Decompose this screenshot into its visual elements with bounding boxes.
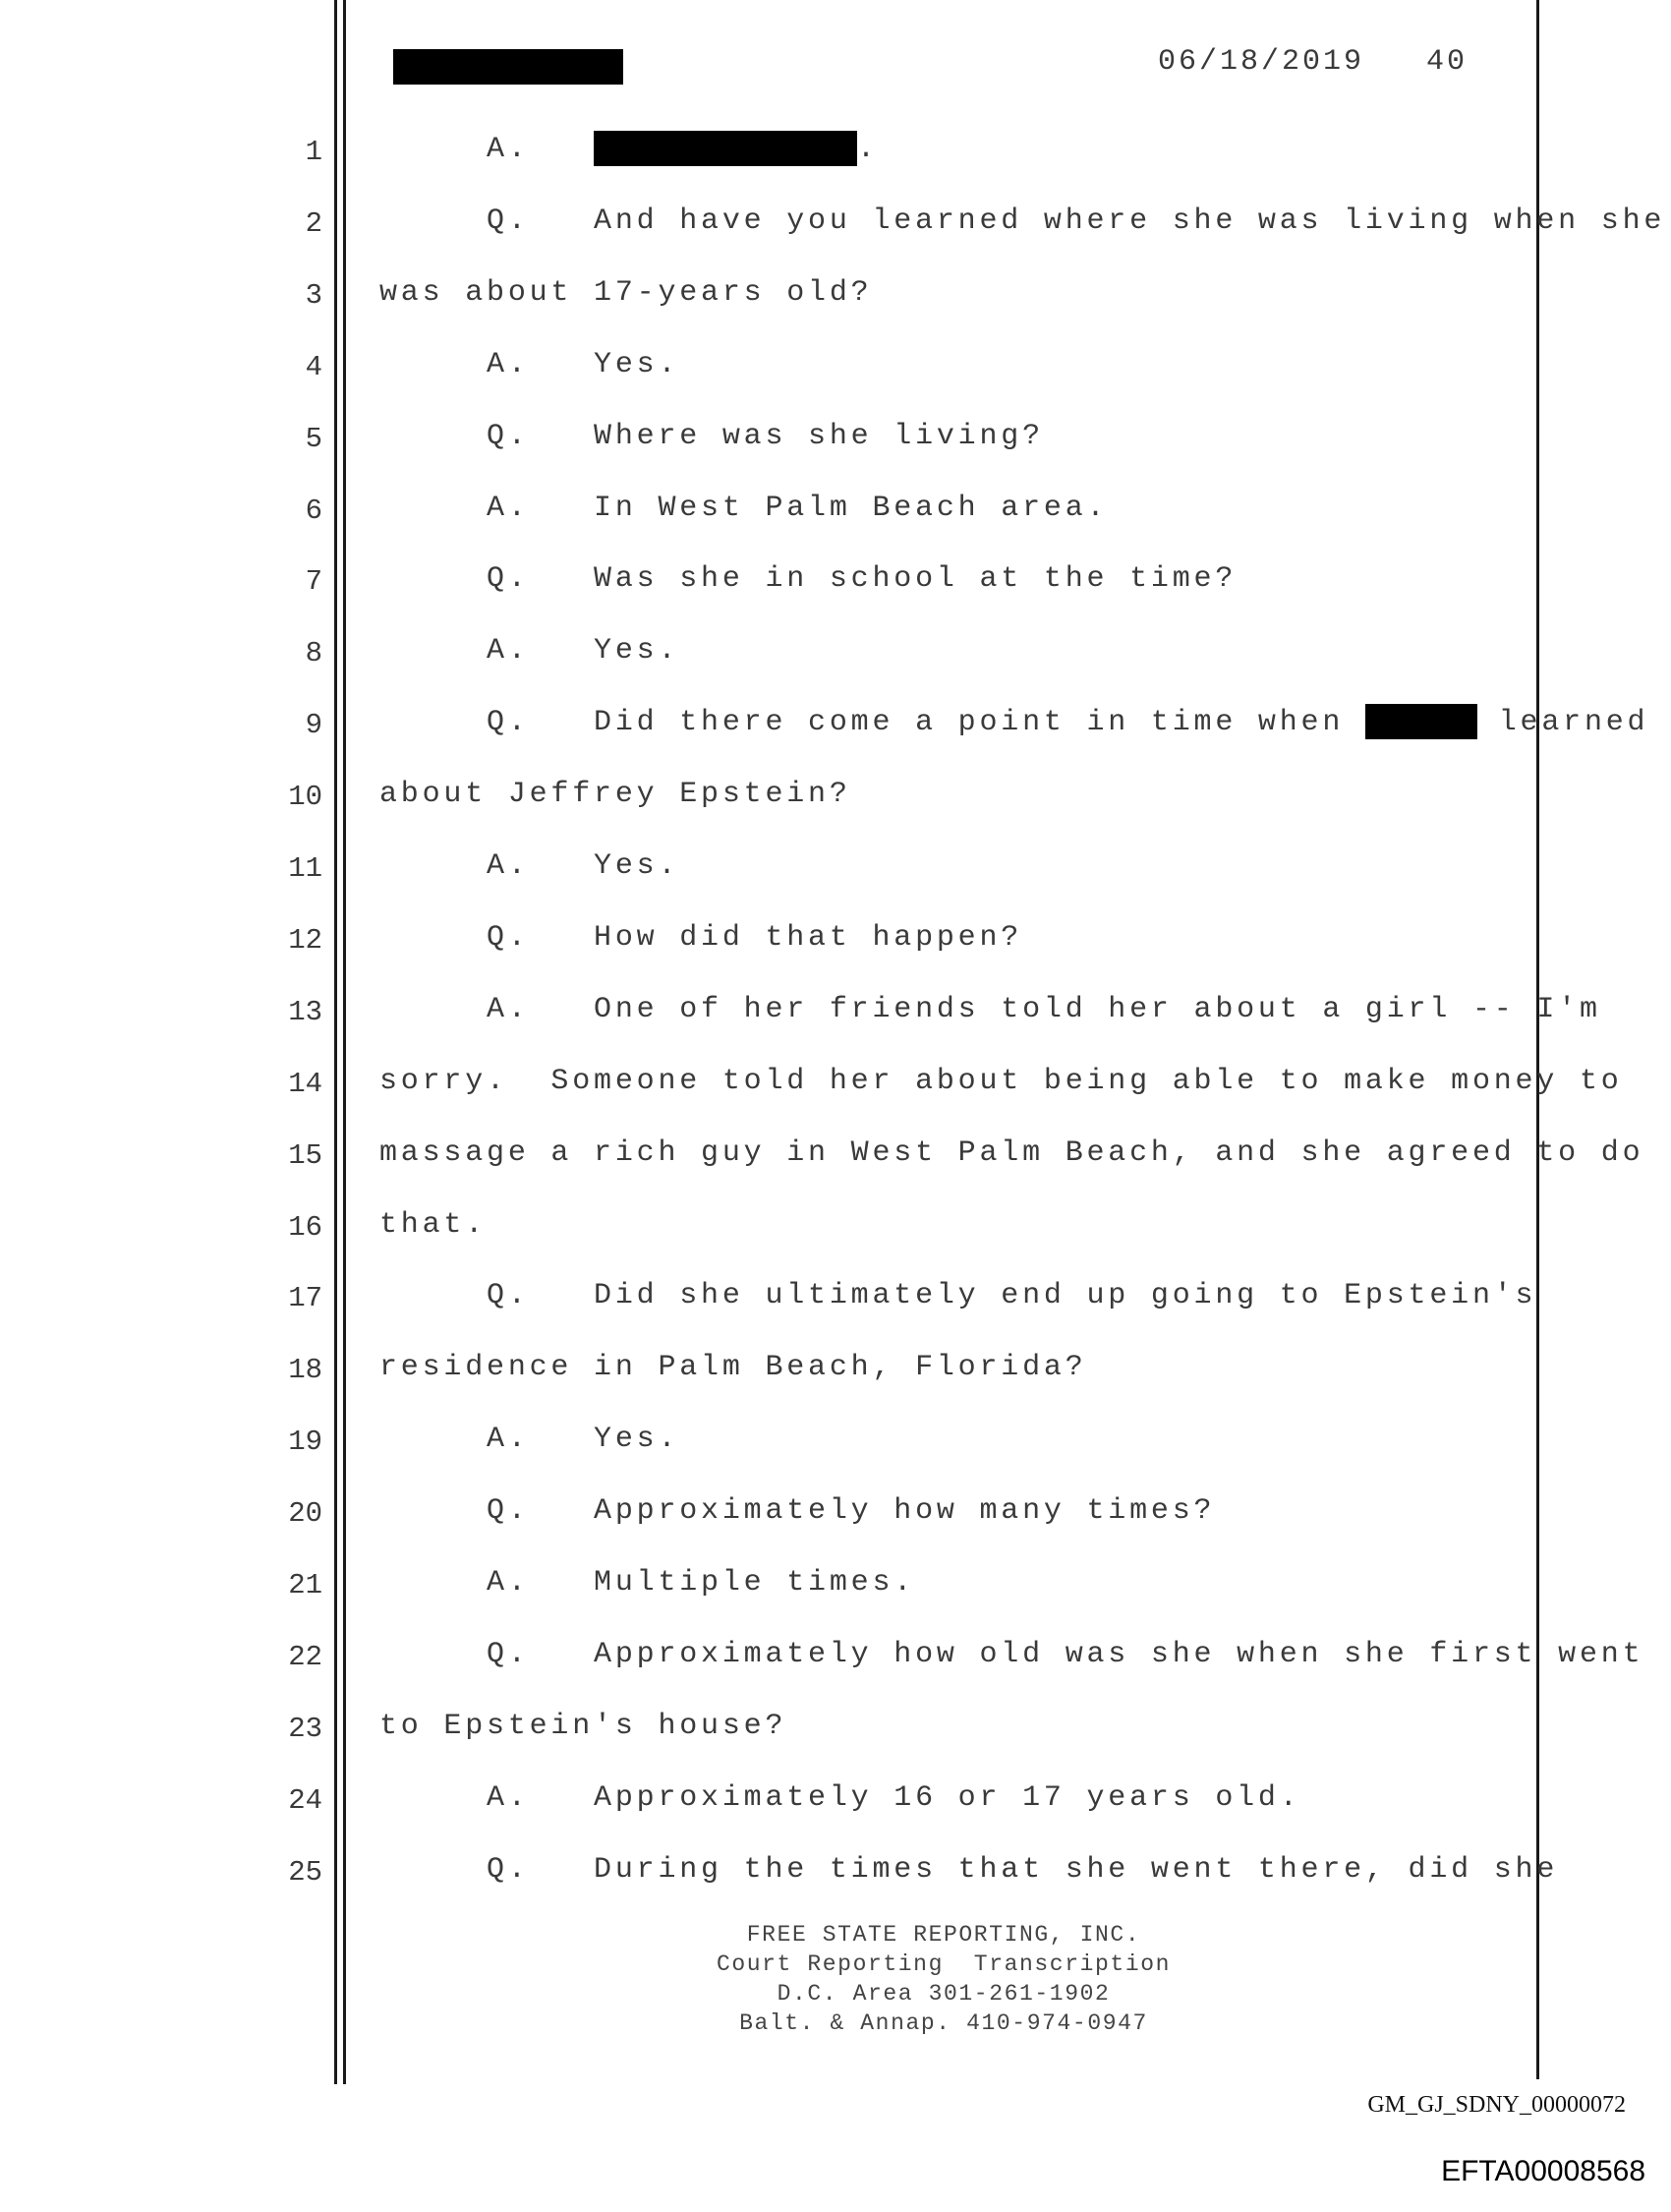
transcript-line: Q. During the times that she went there, did she bbox=[379, 1853, 1559, 1887]
line-text-before-redaction: A. bbox=[379, 133, 595, 166]
transcript-line: A. Multiple times. bbox=[379, 1566, 916, 1600]
right-margin-rule bbox=[1536, 0, 1539, 2079]
line-number: 9 bbox=[305, 709, 322, 741]
line-text-after-redaction: . bbox=[857, 133, 879, 166]
transcript-line: to Epstein's house? bbox=[379, 1710, 787, 1743]
line-number: 18 bbox=[288, 1354, 322, 1386]
line-number: 22 bbox=[288, 1641, 322, 1673]
line-number: 11 bbox=[288, 852, 322, 885]
transcript-line: Q. Approximately how old was she when she first went bbox=[379, 1638, 1644, 1671]
transcript-line: A. In West Palm Beach area. bbox=[379, 492, 1109, 525]
line-number: 24 bbox=[288, 1784, 322, 1817]
line-number: 6 bbox=[305, 495, 322, 527]
footer bbox=[590, 1920, 1297, 2038]
redaction-bar bbox=[594, 131, 857, 166]
line-text-after-redaction: learned bbox=[1476, 706, 1649, 739]
line-number: 20 bbox=[288, 1497, 322, 1530]
footer-balt-phone: Balt. & Annap. 410-974-0947 bbox=[739, 2010, 1148, 2036]
footer-dc-phone: D.C. Area 301-261-1902 bbox=[777, 1981, 1111, 2007]
left-margin-rule-2 bbox=[343, 0, 346, 2084]
line-number: 17 bbox=[288, 1282, 322, 1314]
transcript-line: residence in Palm Beach, Florida? bbox=[379, 1351, 1087, 1384]
header-date-page: 06/18/2019 40 bbox=[1158, 45, 1469, 79]
line-number: 23 bbox=[288, 1713, 322, 1745]
transcript-line: Q. Where was she living? bbox=[379, 420, 1044, 453]
line-number: 2 bbox=[305, 207, 322, 240]
line-number: 5 bbox=[305, 423, 322, 455]
transcript-line: about Jeffrey Epstein? bbox=[379, 778, 851, 811]
transcript-line: A. Yes. bbox=[379, 1423, 680, 1456]
transcript-line bbox=[379, 130, 879, 169]
transcript-line: Q. Did she ultimately end up going to Epstein's bbox=[379, 1279, 1537, 1312]
transcript-line: that. bbox=[379, 1208, 488, 1242]
line-number: 15 bbox=[288, 1139, 322, 1172]
line-number: 12 bbox=[288, 924, 322, 957]
transcript-line: Q. And have you learned where she was living when she bbox=[379, 204, 1666, 238]
line-number: 3 bbox=[305, 279, 322, 312]
transcript-line: Q. Was she in school at the time? bbox=[379, 562, 1238, 596]
line-number: 25 bbox=[288, 1856, 322, 1889]
line-number: 13 bbox=[288, 996, 322, 1028]
line-number: 10 bbox=[288, 781, 322, 813]
line-number: 1 bbox=[305, 136, 322, 168]
transcript-line bbox=[379, 703, 1648, 742]
line-number: 19 bbox=[288, 1426, 322, 1458]
transcript-line: A. Yes. bbox=[379, 634, 680, 668]
line-number: 4 bbox=[305, 351, 322, 383]
efta-number: EFTA00008568 bbox=[1441, 2155, 1645, 2187]
transcript-line: Q. How did that happen? bbox=[379, 921, 1023, 955]
footer-company: FREE STATE REPORTING, INC. bbox=[746, 1922, 1141, 1948]
transcript-line: A. Approximately 16 or 17 years old. bbox=[379, 1781, 1301, 1815]
transcript-line: massage a rich guy in West Palm Beach, and she agreed to do bbox=[379, 1136, 1644, 1170]
line-number: 7 bbox=[305, 565, 322, 598]
transcript-line: sorry. Someone told her about being able to make money to bbox=[379, 1065, 1623, 1098]
line-number: 8 bbox=[305, 637, 322, 669]
transcript-line: A. Yes. bbox=[379, 849, 680, 883]
footer-services: Court Reporting Transcription bbox=[716, 1951, 1172, 1977]
transcript-line: was about 17-years old? bbox=[379, 276, 873, 310]
transcript-line: Q. Approximately how many times? bbox=[379, 1494, 1216, 1528]
bates-number: GM_GJ_SDNY_00000072 bbox=[1367, 2092, 1626, 2118]
line-number: 14 bbox=[288, 1068, 322, 1100]
line-text-before-redaction: Q. Did there come a point in time when bbox=[379, 706, 1365, 739]
header-redaction bbox=[393, 49, 623, 85]
transcript-line: A. Yes. bbox=[379, 348, 680, 381]
line-number: 16 bbox=[288, 1211, 322, 1244]
line-number: 21 bbox=[288, 1569, 322, 1601]
left-margin-rule-1 bbox=[334, 0, 337, 2084]
redaction-bar bbox=[1365, 704, 1477, 739]
transcript-line: A. One of her friends told her about a girl -- I'm bbox=[379, 993, 1601, 1026]
